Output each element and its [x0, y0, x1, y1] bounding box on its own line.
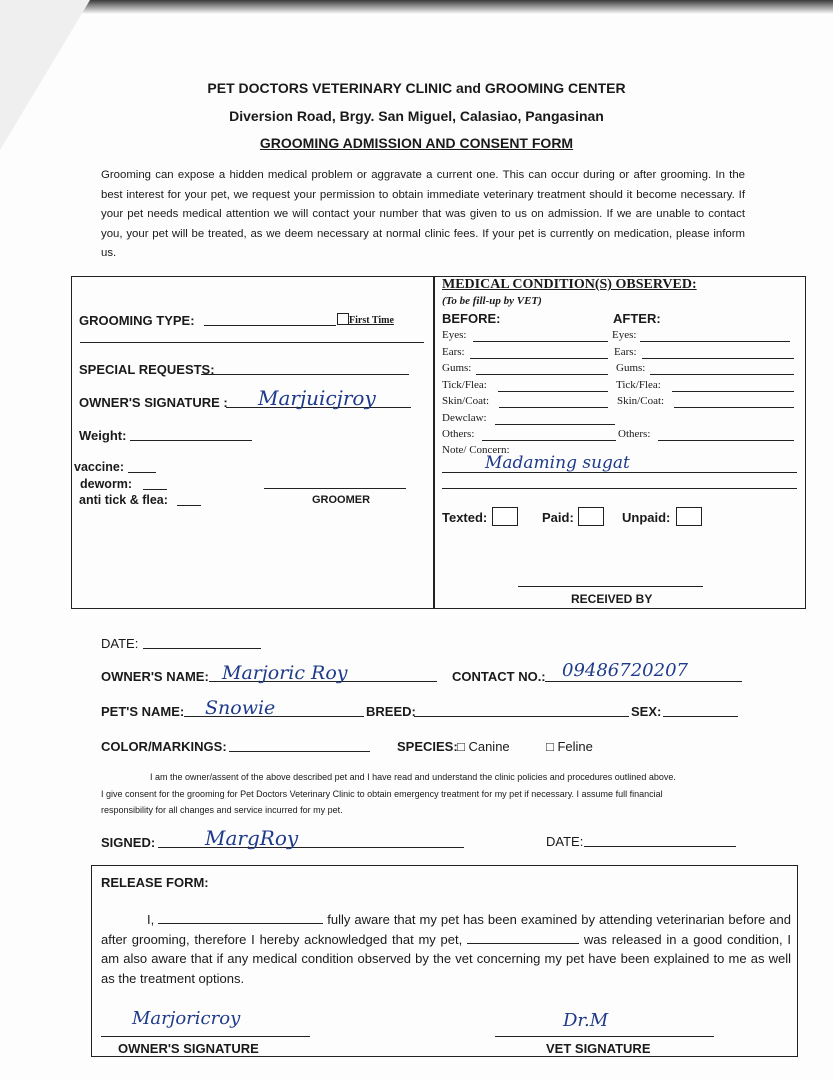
release-owner-signature-label: OWNER'S SIGNATURE — [118, 1041, 259, 1056]
color-line — [229, 751, 370, 752]
after-ears-line — [642, 358, 794, 359]
owner-name-label: OWNER'S NAME: — [101, 669, 209, 684]
before-tick: Tick/Flea: — [442, 379, 487, 391]
note-line-1 — [442, 472, 797, 473]
before-others: Others: — [442, 428, 475, 440]
texted-checkbox[interactable] — [492, 507, 518, 526]
consent-line-1: I am the owner/assent of the above described pet and I have read and understand the clinic policies and procedures outlined above. — [150, 772, 676, 782]
after-others-line — [658, 440, 794, 441]
paid-checkbox[interactable] — [578, 507, 604, 526]
page-edge-top — [0, 0, 833, 14]
release-pet-blank — [467, 931, 579, 944]
before-dewclaw: Dewclaw: — [442, 412, 487, 424]
unpaid-checkbox[interactable] — [676, 507, 702, 526]
contact-value: 09486720207 — [562, 660, 688, 681]
first-time-checkbox[interactable] — [337, 313, 349, 325]
release-owner-signature-value: Marjoricroy — [132, 1008, 241, 1029]
received-by-line — [518, 586, 703, 587]
weight-line — [130, 440, 252, 441]
after-eyes: Eyes: — [612, 329, 637, 341]
special-requests-line — [201, 374, 409, 375]
after-skin-line — [674, 407, 794, 408]
after-others: Others: — [618, 428, 651, 440]
after-gums-line — [650, 374, 794, 375]
release-owner-blank — [158, 911, 323, 924]
clinic-name: PET DOCTORS VETERINARY CLINIC and GROOMING CENTER — [207, 80, 626, 96]
date-label: DATE: — [101, 636, 139, 651]
sex-label: SEX: — [631, 704, 662, 719]
before-eyes: Eyes: — [442, 329, 467, 341]
after-label: AFTER: — [613, 311, 661, 326]
weight-label: Weight: — [79, 428, 127, 443]
after-tick: Tick/Flea: — [616, 379, 661, 391]
before-others-line — [482, 440, 616, 441]
breed-label: BREED: — [366, 704, 416, 719]
species-feline-option[interactable]: □ Feline — [546, 739, 593, 754]
before-ears: Ears: — [442, 346, 465, 358]
medical-subtitle: (To be fill-up by VET) — [442, 295, 542, 307]
pet-name-value: Snowie — [205, 697, 276, 719]
anti-tick-line — [177, 505, 201, 506]
sex-line — [663, 716, 738, 717]
signed-value: MargRoy — [205, 826, 299, 850]
anti-tick-label: anti tick & flea: — [79, 493, 168, 507]
medical-title: MEDICAL CONDITION(S) OBSERVED: — [442, 277, 697, 292]
vaccine-label: vaccine: — [74, 460, 125, 474]
after-eyes-line — [640, 341, 790, 342]
species-label: SPECIES: — [397, 739, 458, 754]
consent-date-line — [584, 846, 736, 847]
signed-label: SIGNED: — [101, 835, 156, 850]
before-skin-line — [499, 407, 608, 408]
signed-line — [158, 847, 464, 848]
consent-line-3: responsibility for all changes and service incurred for my pet. — [101, 805, 343, 815]
vaccine-line — [128, 472, 156, 473]
release-text — [101, 910, 791, 988]
clinic-address: Diversion Road, Brgy. San Miguel, Calasiao, Pangasinan — [229, 108, 604, 124]
grooming-type-label: GROOMING TYPE: — [79, 313, 195, 328]
owner-signature-value: Marjuicjroy — [258, 386, 376, 410]
special-requests-label: SPECIAL REQUESTS: — [79, 362, 215, 377]
contact-label: CONTACT NO.: — [452, 669, 546, 684]
date-line — [143, 648, 261, 649]
deworm-label: deworm: — [80, 477, 133, 491]
before-dewclaw-line — [495, 424, 615, 425]
release-vet-signature-label: VET SIGNATURE — [546, 1041, 651, 1056]
after-skin: Skin/Coat: — [617, 395, 665, 407]
groomer-label: GROOMER — [312, 494, 371, 506]
groomer-line — [264, 488, 406, 489]
consent-date-label: DATE: — [546, 834, 584, 849]
note-value: Madaming sugat — [485, 453, 630, 473]
before-eyes-line — [473, 341, 608, 342]
before-tick-line — [498, 391, 608, 392]
after-gums: Gums: — [616, 362, 646, 374]
owner-signature-label: OWNER'S SIGNATURE : — [79, 395, 228, 410]
note-label: Note/ Concern: — [442, 444, 510, 456]
deworm-line — [143, 489, 167, 490]
texted-label: Texted: — [442, 510, 488, 525]
received-by-label: RECEIVED BY — [571, 592, 653, 606]
release-vet-signature-value: Dr.M — [563, 1010, 609, 1031]
intro-paragraph: Grooming can expose a hidden medical problem or aggravate a current one. This can occur during or after grooming. In the best interest for your pet, we request your permission to obtain immediate veterinary treatment should it become necessary. If your pet needs medical attention we will contact your number that was given to us on admission. If we are unable to contact you, your pet will be treated, as we deem necessary at normal clinic fees. If your pet is currently on medication, please inform us. — [101, 169, 745, 260]
color-label: COLOR/MARKINGS: — [101, 739, 227, 754]
consent-line-2: I give consent for the grooming for Pet Doctors Veterinary Clinic to obtain emergency treatment for my pet if necessary. I assume full financial — [101, 789, 663, 799]
contact-line — [545, 681, 742, 682]
species-canine-option[interactable]: □ Canine — [457, 739, 510, 754]
release-title: RELEASE FORM: — [101, 875, 209, 890]
release-text-i: I, — [147, 912, 155, 927]
before-gums-line — [476, 374, 608, 375]
pet-name-label: PET'S NAME: — [101, 704, 185, 719]
note-line-2 — [442, 488, 797, 489]
before-skin: Skin/Coat: — [442, 395, 490, 407]
release-owner-signature-line — [101, 1036, 310, 1037]
unpaid-label: Unpaid: — [622, 510, 671, 525]
form-title: GROOMING ADMISSION AND CONSENT FORM — [259, 135, 574, 151]
breed-line — [414, 716, 629, 717]
after-tick-line — [672, 391, 794, 392]
after-ears: Ears: — [614, 346, 637, 358]
release-vet-signature-line — [495, 1036, 714, 1037]
page-fold-corner — [0, 0, 90, 150]
grooming-type-line — [204, 325, 336, 326]
before-label: BEFORE: — [442, 311, 501, 326]
before-ears-line — [470, 358, 608, 359]
release-text-middle: fully aware that my pet has been examined by attending veterinarian before and after grooming, therefore I hereby acknowledged that my pet, — [101, 912, 791, 947]
release-text-end: was released in a good condition, I am also aware that if any medical condition observed by the vet concerning my pet have been explained to me as well as the treatment options. — [101, 931, 791, 986]
paid-label: Paid: — [542, 510, 574, 525]
before-gums: Gums: — [442, 362, 472, 374]
first-time-label: First Time — [349, 315, 394, 326]
owner-name-value: Marjoric Roy — [222, 662, 348, 684]
grooming-type-line-2 — [80, 342, 424, 343]
